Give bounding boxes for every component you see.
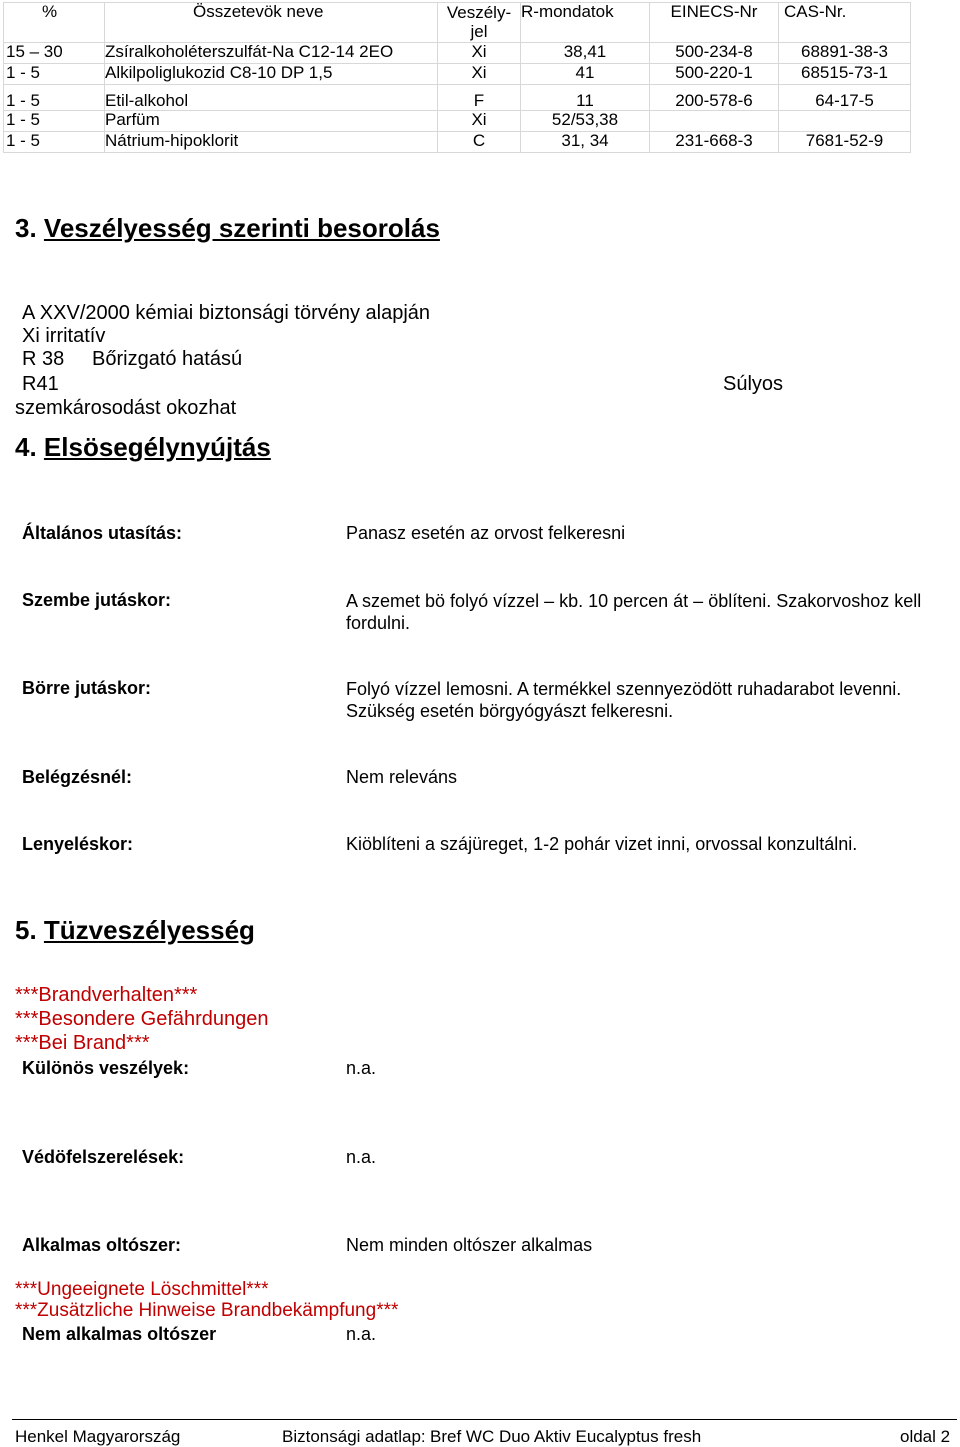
footer-product: Bref WC Duo Aktiv Eucalyptus fresh (430, 1427, 702, 1446)
section3-r41-text-a: Súlyos (723, 373, 784, 395)
section3-class: Xi irritatív (22, 325, 106, 347)
section4-heading (15, 432, 271, 463)
fire-value-suitable: Nem minden oltószer alkalmas (346, 1235, 593, 1255)
fire-label-unsuitable: Nem alkalmas oltószer (22, 1324, 217, 1344)
col-header-einecs: EINECS-Nr (650, 3, 779, 43)
section3-title: Veszélyesség szerinti besorolás (43, 213, 440, 243)
section5-red-ungeeignete: ***Ungeeignete Löschmittel*** (15, 1279, 269, 1300)
firstaid-text-inhalation: Nem releváns (346, 767, 458, 787)
table-row (4, 132, 911, 153)
section3-r38-text: Bőrizgató hatású (92, 348, 243, 370)
table-row (4, 43, 911, 64)
section5-red-brandverhalten: ***Brandverhalten*** (15, 984, 198, 1006)
section3-r38-code: R 38 (22, 348, 65, 370)
firstaid-text-eyes: A szemet bö folyó vízzel – kb. 10 percen át – öblíteni. Szakorvoshoz kell fordulni. (346, 591, 922, 633)
cell-rphrases: 11 (521, 85, 650, 111)
section3-r41-text-b: szemkárosodást okozhat (15, 397, 237, 419)
section3-number: 3. (15, 213, 37, 243)
col-header-rphrases: R-mondatok (521, 3, 650, 43)
cell-cas: 68515-73-1 (779, 64, 911, 85)
firstaid-label-skin: Börre jutáskor: (22, 678, 152, 698)
cell-percent: 1 - 5 (4, 64, 105, 85)
firstaid-text-skin: Folyó vízzel lemosni. A termékkel szennyezödött ruhadarabot levenni. Szükség esetén börgyógyászt felkeresni. (346, 679, 902, 721)
cell-einecs: 200-578-6 (650, 85, 779, 111)
firstaid-text-ingestion: Kiöblíteni a szájüreget, 1-2 pohár vizet inni, orvossal konzultálni. (346, 834, 858, 854)
firstaid-label-inhalation: Belégzésnél: (22, 767, 133, 787)
section3-law: A XXV/2000 kémiai biztonsági törvény alapján (22, 302, 431, 324)
table-row (4, 85, 911, 111)
cell-percent: 1 - 5 (4, 85, 105, 111)
col-header-percent: % (4, 3, 105, 43)
cell-name: Alkilpoliglukozid C8-10 DP 1,5 (105, 64, 438, 85)
section4-number: 4. (15, 432, 37, 462)
cell-einecs: 500-234-8 (650, 43, 779, 64)
fire-value-protection: n.a. (346, 1147, 377, 1167)
cell-name: Nátrium-hipoklorit (105, 132, 438, 153)
firstaid-text-general: Panasz esetén az orvost felkeresni (346, 523, 626, 543)
firstaid-label-ingestion: Lenyeléskor: (22, 834, 134, 854)
section5-title: Tüzveszélyesség (43, 915, 255, 945)
section5-red-hinweise: ***Zusätzliche Hinweise Brandbekämpfung*** (15, 1300, 399, 1321)
table-header-row (4, 3, 911, 43)
cell-cas: 64-17-5 (779, 85, 911, 111)
cell-hazard: Xi (438, 64, 521, 85)
footer-page: oldal 2 (900, 1427, 951, 1446)
cell-rphrases: 41 (521, 64, 650, 85)
cell-rphrases: 52/53,38 (521, 111, 650, 132)
firstaid-label-eyes: Szembe jutáskor: (22, 590, 172, 610)
section3-heading (15, 213, 440, 244)
table-row (4, 111, 911, 132)
fire-label-special: Különös veszélyek: (22, 1058, 190, 1078)
footer-doc-label: Biztonsági adatlap: (282, 1427, 426, 1446)
section5-heading (15, 915, 255, 946)
cell-hazard: C (438, 132, 521, 153)
fire-value-special: n.a. (346, 1058, 377, 1078)
cell-percent: 1 - 5 (4, 111, 105, 132)
section5-red-bei-brand: ***Bei Brand*** (15, 1032, 150, 1054)
cell-name: Parfüm (105, 111, 438, 132)
fire-label-suitable: Alkalmas oltószer: (22, 1235, 182, 1255)
cell-einecs: 500-220-1 (650, 64, 779, 85)
cell-einecs (650, 111, 779, 132)
cell-cas (779, 111, 911, 132)
cell-cas: 68891-38-3 (779, 43, 911, 64)
footer-company: Henkel Magyarország (15, 1427, 181, 1446)
cell-hazard: Xi (438, 111, 521, 132)
fire-value-unsuitable: n.a. (346, 1324, 377, 1344)
cell-hazard: F (438, 85, 521, 111)
firstaid-label-general: Általános utasítás: (22, 523, 183, 543)
col-header-cas: CAS-Nr. (779, 3, 911, 43)
cell-einecs: 231-668-3 (650, 132, 779, 153)
footer-divider (12, 1419, 957, 1420)
section5-red-gefaehrdungen: ***Besondere Gefährdungen (15, 1008, 269, 1030)
cell-cas: 7681-52-9 (779, 132, 911, 153)
section3-r41-code: R41 (22, 373, 59, 395)
col-header-name: Összetevök neve (105, 3, 438, 43)
section5-number: 5. (15, 915, 37, 945)
cell-hazard: Xi (438, 43, 521, 64)
cell-rphrases: 31, 34 (521, 132, 650, 153)
cell-name: Etil-alkohol (105, 85, 438, 111)
cell-rphrases: 38,41 (521, 43, 650, 64)
table-row (4, 64, 911, 85)
fire-label-protection: Védöfelszerelések: (22, 1147, 185, 1167)
cell-percent: 15 – 30 (4, 43, 105, 64)
cell-percent: 1 - 5 (4, 132, 105, 153)
col-header-hazard: Veszély- jel (438, 3, 521, 43)
cell-name: Zsíralkoholéterszulfát-Na C12-14 2EO (105, 43, 438, 64)
section4-title: Elsösegélynyújtás (43, 432, 271, 462)
ingredients-table (3, 2, 911, 153)
